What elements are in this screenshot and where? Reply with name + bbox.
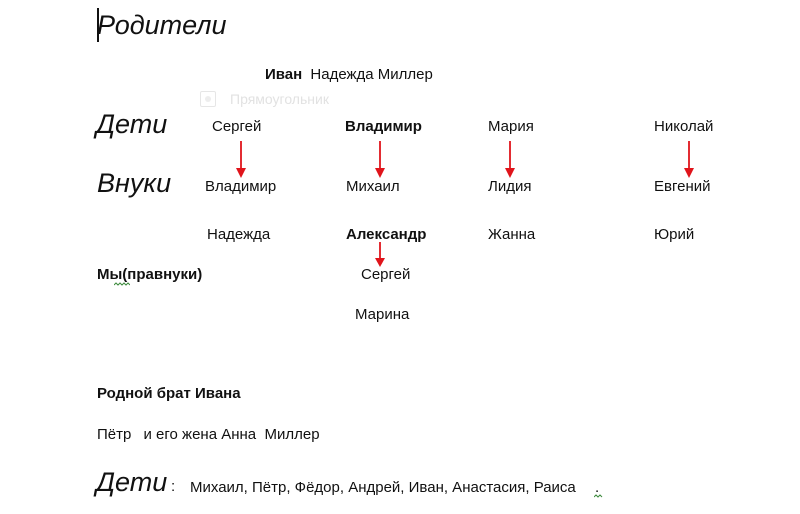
parent-name-nadezhda: Надежда Миллер [310, 66, 433, 83]
grandchild-vladimir: Владимир [205, 178, 277, 195]
great-grandchildren-heading: Мы(правнуки) [97, 266, 203, 283]
child-vladimir: Владимир [345, 118, 422, 135]
spellcheck-squiggle-end [594, 494, 604, 498]
parents-line [265, 66, 433, 84]
arrow-sergey-down [236, 141, 246, 179]
grandchild-nadezhda: Надежда [207, 226, 271, 243]
great-grandchild-marina: Марина [355, 306, 410, 323]
brother-children-colon: : [171, 478, 176, 495]
grandchild-alexander: Александр [346, 226, 427, 243]
child-nikolay: Николай [654, 118, 714, 135]
spellcheck-squiggle [114, 282, 130, 286]
grandchild-lidia: Лидия [488, 178, 532, 195]
brother-children-list: Михаил, Пётр, Фёдор, Андрей, Иван, Анастасия, Раиса [190, 479, 576, 496]
child-maria: Мария [488, 118, 534, 135]
arrow-nikolay-down [684, 141, 694, 179]
shape-watermark: Прямоугольник [230, 91, 329, 107]
children-heading: Дети [96, 109, 168, 139]
brother-wife: и его жена Анна Миллер [143, 426, 320, 443]
arrow-alexander-down [375, 242, 385, 268]
grandchildren-heading: Внуки [97, 168, 172, 198]
great-grandchild-sergey: Сергей [361, 266, 411, 283]
grandchild-yuriy: Юрий [654, 226, 695, 243]
parents-heading: Родители [97, 10, 227, 40]
shape-icon [200, 91, 216, 107]
brother-children-heading: Дети [96, 467, 168, 497]
child-sergey: Сергей [212, 118, 262, 135]
parent-name-ivan: Иван [265, 66, 303, 83]
brother-line [97, 426, 320, 444]
grandchild-zhanna: Жанна [488, 226, 536, 243]
brother-name: Пётр [97, 426, 132, 443]
grandchild-evgeniy: Евгений [654, 178, 711, 195]
arrow-vladimir-down [375, 141, 385, 179]
brother-heading: Родной брат Ивана [97, 385, 241, 402]
brother-children-end: . [595, 479, 600, 496]
arrow-maria-down [505, 141, 515, 179]
grandchild-mikhail: Михаил [346, 178, 400, 195]
